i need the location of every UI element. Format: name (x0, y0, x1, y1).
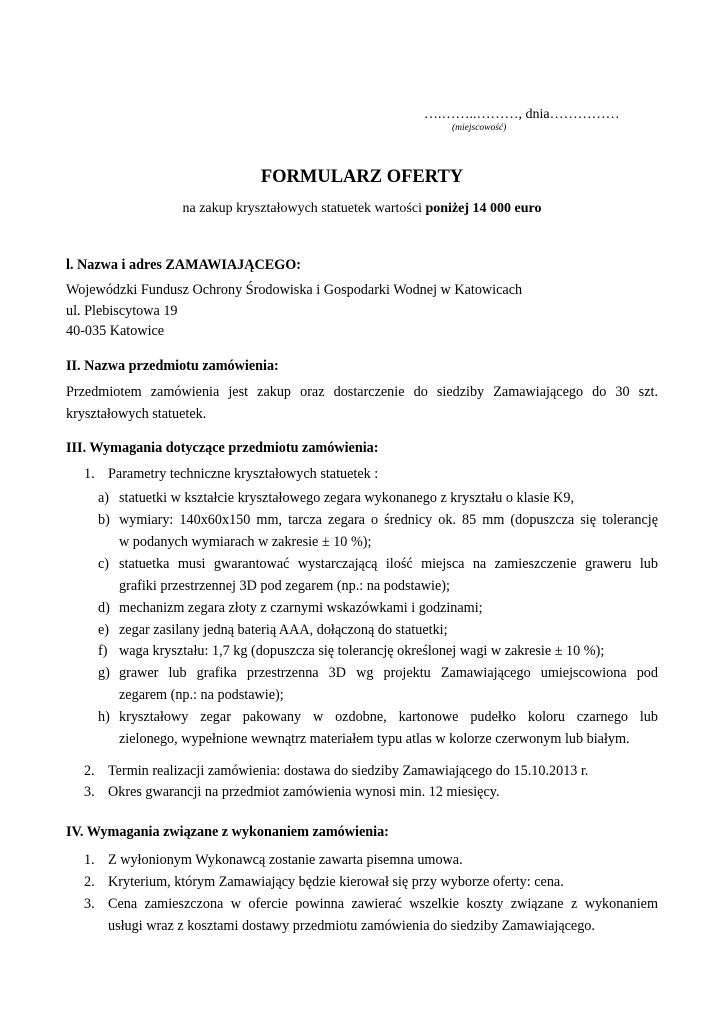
sub-item-text: zegarem (np.: na podstawie); (119, 687, 284, 703)
sub-letter: e) (98, 622, 110, 638)
section2-line: Przedmiotem zamówienia jest zakup oraz dostarczenie do siedziby Zamawiającego do 30 szt. (66, 384, 658, 400)
sub-item-text: w podanych wymiarach w zakresie ± 10 %); (119, 534, 372, 550)
sub-letter: b) (98, 512, 110, 528)
sub-letter: d) (98, 600, 110, 616)
document-subtitle (0, 201, 724, 217)
section3-heading: III. Wymagania dotyczące przedmiotu zamówienia: (66, 440, 379, 456)
sub-item-text: zegar zasilany jedną baterią AAA, dołączoną do statuetki; (119, 622, 448, 638)
place-caption: (miejscowość) (452, 123, 507, 133)
sub-item-text: zielonego, wypełnione wewnątrz materiałem typu atlas w kolorze czerwonym lub białym. (119, 731, 630, 747)
list-item-text: Cena zamieszczona w ofercie powinna zawierać wszelkie koszty związane z wykonaniem (108, 896, 658, 912)
list-number: 2. (84, 763, 95, 779)
list-item-text: Parametry techniczne kryształowych statuetek : (108, 466, 379, 482)
section1-heading: l. Nazwa i adres ZAMAWIAJĄCEGO: (66, 257, 302, 273)
sub-letter: f) (98, 643, 108, 659)
document-title: FORMULARZ OFERTY (260, 167, 464, 187)
list-number: 3. (84, 784, 95, 800)
section1-line: ul. Plebiscytowa 19 (66, 303, 178, 319)
subtitle-text: na zakup kryształowych statuetek wartości (182, 201, 422, 216)
list-number: 1. (84, 852, 95, 868)
sub-item-text: waga kryształu: 1,7 kg (dopuszcza się tolerancję określonej wagi w zakresie ± 10 %); (119, 643, 605, 659)
list-number: 2. (84, 874, 95, 890)
sub-item-text: mechanizm zegara złoty z czarnymi wskazówkami i godzinami; (119, 600, 483, 616)
section2-line: kryształowych statuetek. (66, 406, 207, 422)
list-item-text: Kryterium, którym Zamawiający będzie kierował się przy wyborze oferty: cena. (108, 874, 564, 890)
section4-heading: IV. Wymagania związane z wykonaniem zamówienia: (66, 824, 389, 840)
sub-letter: g) (98, 665, 110, 681)
sub-item-text: statuetka musi gwarantować wystarczającą ilość miejsca na zamieszczenie graweru lub (119, 556, 658, 572)
sub-letter: a) (98, 490, 110, 506)
section2-heading: II. Nazwa przedmiotu zamówienia: (66, 358, 279, 374)
section1-line: Wojewódzki Fundusz Ochrony Środowiska i Gospodarki Wodnej w Katowicach (66, 282, 523, 298)
sub-item-text: grafiki przestrzennej 3D pod zegarem (np.: na podstawie); (119, 578, 450, 594)
sub-item-text: grawer lub grafika przestrzenna 3D wg projektu Zamawiającego umiejscowiona pod (119, 665, 658, 681)
sub-item-text: kryształowy zegar pakowany w ozdobne, kartonowe pudełko koloru czarnego lub (119, 709, 658, 725)
sub-item-text: statuetki w kształcie kryształowego zegara wykonanego z kryształu o klasie K9, (119, 490, 575, 506)
list-number: 1. (84, 466, 95, 482)
sub-item-text: wymiary: 140x60x150 mm, tarcza zegara o średnicy ok. 85 mm (dopuszcza się tolerancję (119, 512, 658, 528)
list-item-text: usługi wraz z kosztami dostawy przedmiotu zamówienia do siedziby Zamawiającego. (108, 918, 595, 934)
list-item-text: Termin realizacji zamówienia: dostawa do siedziby Zamawiającego do 15.10.2013 r. (108, 763, 589, 779)
place-date-line: ….……..………, dnia…………… (424, 107, 620, 122)
list-item-text: Okres gwarancji na przedmiot zamówienia wynosi min. 12 miesięcy. (108, 784, 500, 800)
sub-letter: h) (98, 709, 110, 725)
list-item-text: Z wyłonionym Wykonawcą zostanie zawarta pisemna umowa. (108, 852, 463, 868)
sub-letter: c) (98, 556, 110, 572)
subtitle-bold: poniżej 14 000 euro (425, 201, 542, 216)
section1-line: 40-035 Katowice (66, 323, 165, 339)
list-number: 3. (84, 896, 95, 912)
